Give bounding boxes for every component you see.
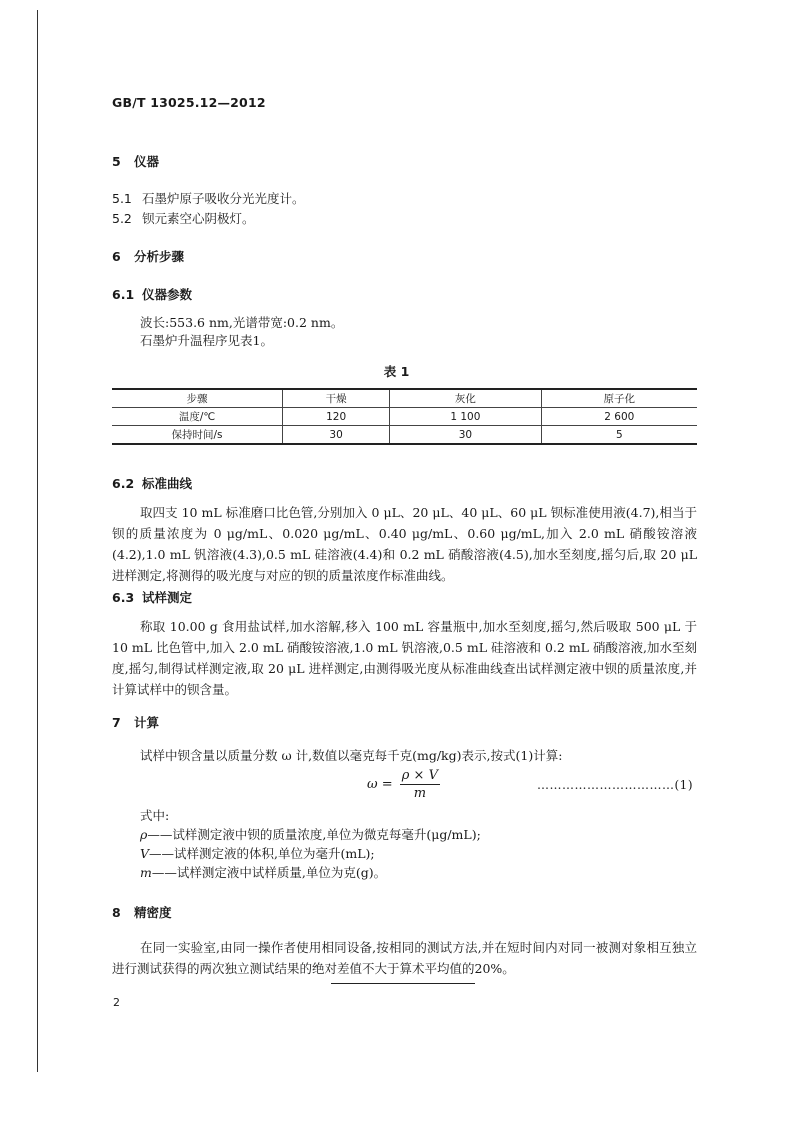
table-cell: 1 100: [390, 408, 541, 426]
section-6-3-heading: [112, 588, 192, 606]
header-cell: 步骤: [112, 389, 283, 408]
subsection-number: 6.3: [112, 590, 135, 605]
section-title: 计算: [134, 715, 160, 730]
equation-reference: ……………………………(1): [537, 778, 693, 792]
formula-lhs: ω =: [367, 777, 393, 792]
variable-symbol: ρ: [140, 827, 148, 842]
section-7-heading: [112, 713, 159, 731]
section-6-2-heading: [112, 474, 192, 492]
variable-definition: [140, 863, 386, 884]
variable-symbol: m: [140, 865, 152, 880]
sample-measurement-paragraph: 称取 10.00 g 食用盐试样,加水溶解,移入 100 mL 容量瓶中,加水至刻度,摇匀,然后吸取 500 μL 于 10 mL 比色管中,加入 2.0 mL 硝酸铵溶液,1.0 mL 钒溶液,0.5 mL 硅溶液和 0.2 mL 硝酸溶液,加水至刻度,摇匀,制得试样测定液,取 20 μL 进样测定,由测得吸光度从标准曲线查出试样测定液中钡的质量浓度,并计算试样中的钡含量。: [112, 619, 697, 697]
end-of-document-rule: [331, 983, 475, 984]
subsection-title: 仪器参数: [142, 287, 193, 302]
table-cell: 2 600: [541, 408, 697, 426]
table-cell: 保持时间/s: [112, 426, 283, 445]
section-title: 分析步骤: [134, 249, 185, 264]
table-row: [112, 426, 697, 445]
item-text: 钡元素空心阴极灯。: [142, 211, 255, 226]
section-title: 精密度: [134, 905, 172, 920]
table-caption: 表 1: [383, 364, 410, 379]
calculation-intro: 试样中钡含量以质量分数 ω 计,数值以毫克每千克(mg/kg)表示,按式(1)计算:: [140, 748, 563, 763]
table-cell: 120: [283, 408, 390, 426]
formula-1: [367, 768, 440, 801]
instrument-params-line: 波长:553.6 nm,光谱带宽:0.2 nm。: [140, 315, 344, 330]
section-5-heading: [112, 152, 159, 170]
item-number: 5.2: [112, 211, 132, 226]
furnace-program-ref: 石墨炉升温程序见表1。: [140, 333, 273, 348]
section-6-heading: [112, 247, 184, 265]
formula-numerator: ρ × V: [401, 768, 438, 783]
variable-definition: [140, 825, 481, 846]
standard-code: GB/T 13025.12—2012: [112, 95, 266, 110]
variable-symbol: V: [140, 846, 150, 861]
formula-fraction: [400, 768, 440, 801]
section-8-heading: [112, 903, 172, 921]
table-cell: 5: [541, 426, 697, 445]
table-row: [112, 408, 697, 426]
variable-description: ——试样测定液中钡的质量浓度,单位为微克每毫升(μg/mL);: [147, 827, 481, 842]
subsection-title: 试样测定: [142, 590, 193, 605]
header-cell: 原子化: [541, 389, 697, 408]
subsection-number: 6.2: [112, 476, 135, 491]
table-cell: 30: [390, 426, 541, 445]
section-number: 7: [112, 715, 121, 730]
item-number: 5.1: [112, 191, 132, 206]
header-cell: 灰化: [390, 389, 541, 408]
variable-definition: [140, 844, 375, 865]
table-header-row: [112, 389, 697, 408]
subsection-number: 6.1: [112, 287, 135, 302]
header-cell: 干燥: [283, 389, 390, 408]
precision-paragraph: 在同一实验室,由同一操作者使用相同设备,按相同的测试方法,并在短时间内对同一被测对象相互独立进行测试获得的两次独立测试结果的绝对差值不大于算术平均值的20%。: [112, 940, 697, 976]
furnace-program-table: [112, 388, 697, 445]
section-number: 5: [112, 154, 121, 169]
section-number: 6: [112, 249, 121, 264]
where-label: 式中:: [140, 808, 170, 823]
section-6-1-heading: [112, 285, 192, 303]
formula-denominator: m: [413, 786, 427, 801]
page-number: 2: [113, 996, 120, 1009]
standard-curve-paragraph: 取四支 10 mL 标准磨口比色管,分别加入 0 μL、20 μL、40 μL、60 μL 钡标准使用液(4.7),相当于钡的质量浓度为 0 μg/mL、0.020 μg/mL、0.40 μg/mL、0.60 μg/mL,加入 2.0 mL 硝酸铵溶液(4.2),1.0 mL 钒溶液(4.3),0.5 mL 硅溶液(4.4)和 0.2 mL 硝酸溶液(4.5),加水至刻度,摇匀后,取 20 μL 进样测定,将测得的吸光度与对应的钡的质量浓度作标准曲线。: [112, 505, 697, 583]
section-number: 8: [112, 905, 121, 920]
subsection-title: 标准曲线: [142, 476, 193, 491]
table-cell: 30: [283, 426, 390, 445]
item-5-2: [112, 209, 255, 227]
section-title: 仪器: [134, 154, 160, 169]
variable-description: ——试样测定液的体积,单位为毫升(mL);: [149, 846, 375, 861]
item-5-1: [112, 189, 305, 207]
table-cell: 温度/℃: [112, 408, 283, 426]
variable-description: ——试样测定液中试样质量,单位为克(g)。: [151, 865, 387, 880]
binding-margin-line: [37, 10, 38, 1072]
item-text: 石墨炉原子吸收分光光度计。: [142, 191, 305, 206]
